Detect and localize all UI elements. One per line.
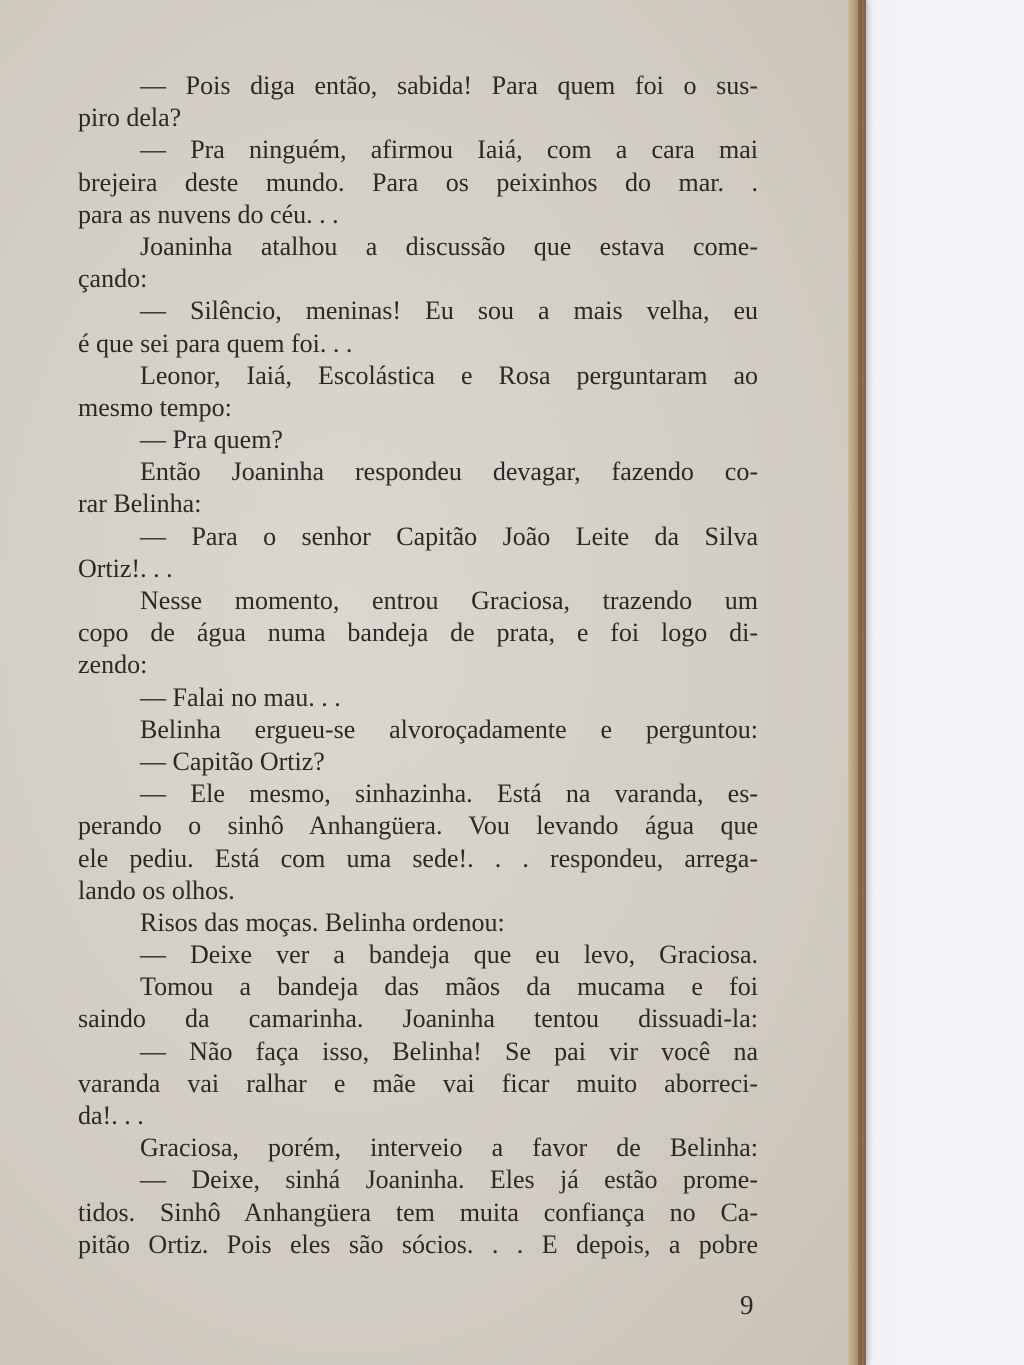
- text-line: pitão Ortiz. Pois eles são sócios. . . E depois, a pobre: [78, 1229, 758, 1259]
- text-line: — Pra quem?: [140, 425, 283, 455]
- text-line: Leonor, Iaiá, Escolástica e Rosa perguntaram ao: [140, 360, 758, 390]
- text-line: — Falai no mau. . .: [140, 682, 341, 712]
- text-line: — Pois diga então, sabida! Para quem foi o sus-: [140, 71, 758, 100]
- text-line: para as nuvens do céu. . .: [78, 199, 339, 229]
- text-line: Tomou a bandeja das mãos da mucama e foi: [140, 972, 758, 1002]
- text-line: — Para o senhor Capitão João Leite da Silva: [140, 521, 758, 551]
- text-line: — Deixe, sinhá Joaninha. Eles já estão prome-: [140, 1165, 758, 1195]
- text-line: rar Belinha:: [78, 489, 202, 519]
- text-line: varanda vai ralhar e mãe vai ficar muito aborreci-: [78, 1068, 758, 1098]
- page-text: [78, 70, 758, 1261]
- text-line: çando:: [78, 264, 148, 294]
- text-line: copo de água numa bandeja de prata, e foi logo di-: [78, 618, 758, 648]
- text-line: — Ele mesmo, sinhazinha. Está na varanda, es-: [140, 779, 758, 809]
- text-line: ele pediu. Está com uma sede!. . . respondeu, arrega-: [78, 843, 758, 873]
- text-line: — Não faça isso, Belinha! Se pai vir você na: [140, 1036, 758, 1066]
- text-line: Então Joaninha respondeu devagar, fazendo co-: [140, 457, 758, 487]
- text-line: Risos das moças. Belinha ordenou:: [140, 907, 505, 937]
- text-line: tidos. Sinhô Anhangüera tem muita confiança no Ca-: [78, 1197, 758, 1227]
- text-line: brejeira deste mundo. Para os peixinhos do mar. .: [78, 167, 758, 197]
- text-line: Belinha ergueu-se alvoroçadamente e perguntou:: [140, 714, 758, 744]
- text-line: — Deixe ver a bandeja que eu levo, Graciosa.: [140, 940, 758, 970]
- page-number: 9: [740, 1290, 754, 1320]
- text-line: piro dela?: [78, 103, 182, 133]
- text-line: saindo da camarinha. Joaninha tentou dissuadi-la:: [78, 1004, 758, 1034]
- text-line: Nesse momento, entrou Graciosa, trazendo um: [140, 586, 758, 615]
- page-edge: [848, 0, 866, 1365]
- text-line: Graciosa, porém, interveio a favor de Belinha:: [140, 1133, 758, 1163]
- text-line: Joaninha atalhou a discussão que estava come-: [140, 231, 758, 261]
- text-line: perando o sinhô Anhangüera. Vou levando água que: [78, 811, 758, 841]
- text-line: da!. . .: [78, 1101, 144, 1130]
- text-line: — Silêncio, meninas! Eu sou a mais velha, eu: [140, 296, 758, 326]
- page-edge-shadow: [858, 0, 862, 1365]
- text-line: é que sei para quem foi. . .: [78, 328, 353, 358]
- text-line: — Pra ninguém, afirmou Iaiá, com a cara mai: [140, 135, 758, 165]
- text-line: — Capitão Ortiz?: [140, 746, 325, 776]
- text-line: zendo:: [78, 650, 148, 680]
- text-line: lando os olhos.: [78, 875, 235, 905]
- text-line: Ortiz!. . .: [78, 553, 173, 583]
- text-line: mesmo tempo:: [78, 392, 232, 422]
